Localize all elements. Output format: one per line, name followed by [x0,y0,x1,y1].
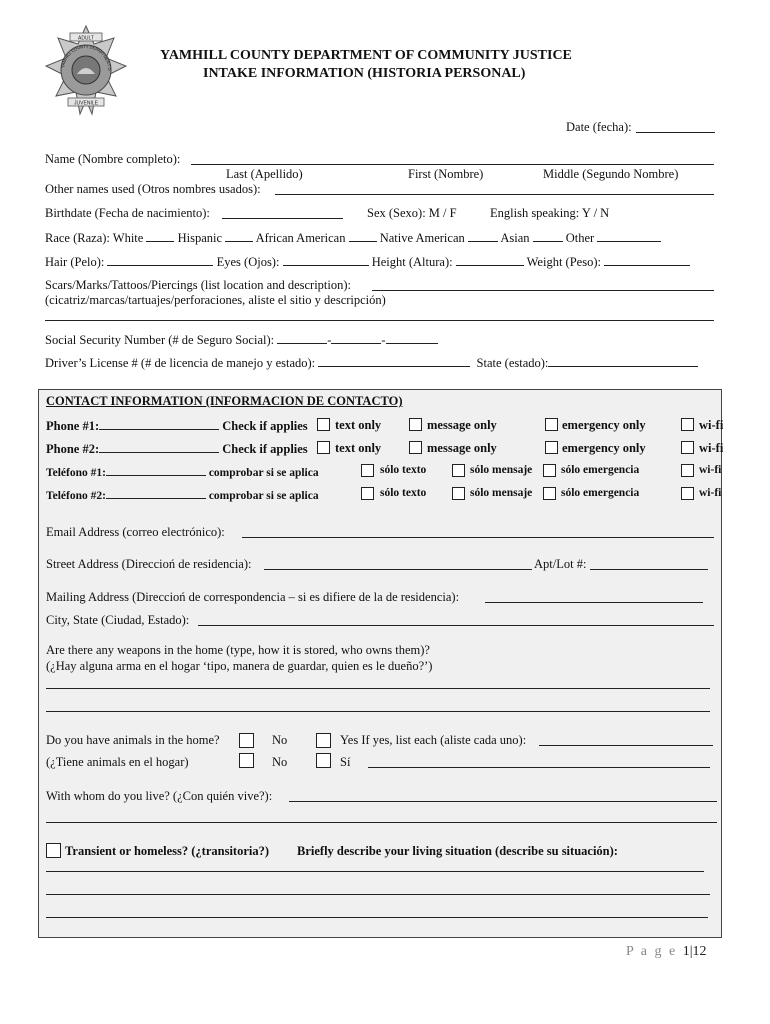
name-sub-last: Last (Apellido) [226,167,303,181]
weapons-field-1[interactable] [46,688,710,689]
apt-label: Apt/Lot #: [534,557,587,571]
other-names-field[interactable] [275,194,714,195]
live-with-label: With whom do you live? (¿Con quién vive?): [46,789,273,803]
ssn-label: Social Security Number (# de Seguro Social): - - [45,332,438,348]
animales-no-label: No [272,755,288,769]
dl-label: Driver’s License # (# de licencia de manejo y estado): State (estado): [45,355,698,371]
phone1-wifi-label: wi-fi [699,418,724,432]
name-sub-first: First (Nombre) [408,167,484,181]
animals-list-field[interactable] [539,745,713,746]
tel2-solo-emergencia-checkbox[interactable] [543,487,556,500]
phone1-emergency-only-label: emergency only [562,418,646,432]
living-situation-field-1[interactable] [46,871,704,872]
animales-list-field[interactable] [368,767,710,768]
phone2-text-only-label: text only [335,441,382,455]
transient-checkbox[interactable] [46,843,61,858]
street-label: Street Address (Direccioń de residencia): [46,557,252,571]
name-sub-middle: Middle (Segundo Nombre) [543,167,679,181]
badge-text-ring: YAMHILL COUNTY DEPARTMENT O [60,43,113,71]
name-label: Name (Nombre completo): [45,152,181,166]
weapons-question-es: (¿Hay alguna arma en el hogar ‘tipo, manera de guardar, quien es le dueño?’) [46,659,433,673]
english-label: English speaking: Y / N [490,206,610,220]
tel2-solo-mensaje-checkbox[interactable] [452,487,465,500]
live-with-field-2[interactable] [46,822,717,823]
phone1-wifi-checkbox[interactable] [681,418,694,431]
tel1-wifi-label: wi-fi [699,464,722,476]
badge-text-top: ADULT [77,35,95,42]
weapons-question: Are there any weapons in the home (type, how it is stored, who owns them)? [46,643,430,657]
city-label: City, State (Ciudad, Estado): [46,613,190,627]
street-field[interactable] [264,569,532,570]
animals-no-label: No [272,733,288,747]
tel1-solo-emergencia-checkbox[interactable] [543,464,556,477]
phone2-text-only-checkbox[interactable] [317,441,330,454]
birthdate-label: Birthdate (Fecha de nacimiento): [45,206,210,220]
tel1-solo-mensaje-label: sólo mensaje [470,464,533,476]
apt-field[interactable] [590,569,708,570]
contact-heading: CONTACT INFORMATION (INFORMACION DE CONTACTO) [46,394,403,408]
phone2-wifi-label: wi-fi [699,441,724,455]
phone2-row: Phone #2: Check if applies [46,442,308,456]
living-situation-label: Briefly describe your living situation (describe su situación): [297,844,618,858]
living-situation-field-3[interactable] [46,917,708,918]
animals-yes-checkbox[interactable] [316,733,331,748]
animales-si-label: Sí [340,755,351,769]
phone1-message-only-label: message only [427,418,497,432]
name-field[interactable] [191,164,714,165]
phone2-emergency-only-checkbox[interactable] [545,441,558,454]
date-field[interactable] [636,132,715,133]
county-badge-logo [44,24,128,128]
weapons-field-2[interactable] [46,711,710,712]
title-line-1: YAMHILL COUNTY DEPARTMENT OF COMMUNITY JUSTICE [160,48,572,63]
phone2-message-only-label: message only [427,441,497,455]
living-situation-field-2[interactable] [46,894,710,895]
race-label: Race (Raza): White Hispanic African American Native American Asian Other [45,230,661,246]
animales-no-checkbox[interactable] [239,753,254,768]
tel1-solo-mensaje-checkbox[interactable] [452,464,465,477]
live-with-field[interactable] [289,801,717,802]
hair-eyes-height-weight: Hair (Pelo): Eyes (Ojos): Height (Altura): Weight (Peso): [45,254,690,270]
phone2-wifi-checkbox[interactable] [681,441,694,454]
tel1-solo-texto-label: sólo texto [380,464,427,476]
animals-question-es: (¿Tiene animals en el hogar) [46,755,189,769]
email-label: Email Address (correo electrónico): [46,525,225,539]
telefono2-row: Teléfono #2: comprobar si se aplica [46,487,319,504]
tel2-solo-texto-label: sólo texto [380,487,427,499]
phone2-message-only-checkbox[interactable] [409,441,422,454]
badge-text-bottom: JUVENILE [74,100,98,107]
date-label: Date (fecha): [566,120,632,134]
tel2-solo-texto-checkbox[interactable] [361,487,374,500]
animals-question: Do you have animals in the home? [46,733,220,747]
page-number: P a g e 1|12 [626,944,707,959]
telefono1-row: Teléfono #1: comprobar si se aplica [46,464,319,481]
city-field[interactable] [198,625,714,626]
scars-label-es: (cicatriz/marcas/tartuajes/perforaciones, aliste el sitio y descripción) [45,293,386,307]
tel1-wifi-checkbox[interactable] [681,464,694,477]
tel2-wifi-checkbox[interactable] [681,487,694,500]
animals-yes-label: Yes If yes, list each (aliste cada uno): [340,733,527,747]
phone1-text-only-checkbox[interactable] [317,418,330,431]
tel1-solo-texto-checkbox[interactable] [361,464,374,477]
title-line-2: INTAKE INFORMATION (HISTORIA PERSONAL) [203,66,526,81]
animales-si-checkbox[interactable] [316,753,331,768]
sex-label: Sex (Sexo): M / F [367,206,457,220]
scars-field-2[interactable] [45,320,714,321]
other-names-label: Other names used (Otros nombres usados): [45,182,261,196]
phone1-text-only-label: text only [335,418,382,432]
scars-label: Scars/Marks/Tattoos/Piercings (list location and description): [45,278,352,292]
tel2-wifi-label: wi-fi [699,487,722,499]
tel2-solo-emergencia-label: sólo emergencia [561,487,640,499]
mailing-label: Mailing Address (Direccioń de correspondencia – si es difiere de la de residencia): [46,590,460,604]
scars-field[interactable] [372,290,714,291]
phone1-row: Phone #1: Check if applies [46,419,308,433]
mailing-field[interactable] [485,602,703,603]
tel1-solo-emergencia-label: sólo emergencia [561,464,640,476]
phone1-emergency-only-checkbox[interactable] [545,418,558,431]
phone1-message-only-checkbox[interactable] [409,418,422,431]
email-field[interactable] [242,537,714,538]
birthdate-field[interactable] [222,218,343,219]
animals-no-checkbox[interactable] [239,733,254,748]
phone2-emergency-only-label: emergency only [562,441,646,455]
tel2-solo-mensaje-label: sólo mensaje [470,487,533,499]
transient-label: Transient or homeless? (¿transitoria?) [65,844,270,858]
